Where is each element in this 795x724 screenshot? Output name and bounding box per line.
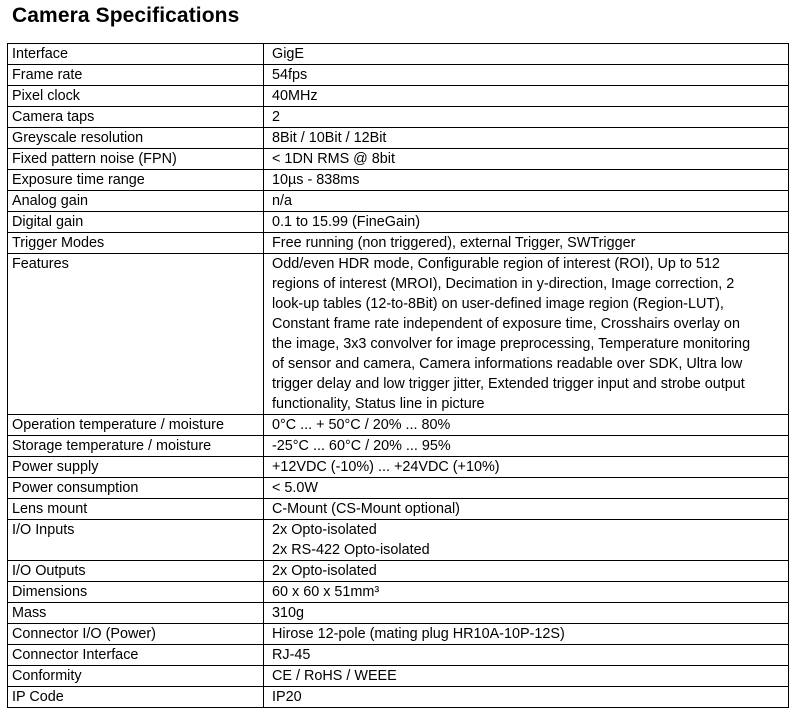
table-row xyxy=(8,128,789,149)
table-row xyxy=(8,645,789,666)
spec-label: I/O Inputs xyxy=(8,520,264,561)
table-row xyxy=(8,415,789,436)
spec-value-line: 8Bit / 10Bit / 12Bit xyxy=(272,130,387,146)
table-row xyxy=(8,191,789,212)
table-row xyxy=(8,149,789,170)
spec-value-line: the image, 3x3 convolver for image preprocessing, Temperature monitoring xyxy=(272,336,751,352)
spec-value-line: Free running (non triggered), external Trigger, SWTrigger xyxy=(272,235,636,251)
spec-value-line: < 5.0W xyxy=(272,480,318,496)
spec-label: Pixel clock xyxy=(8,86,264,107)
table-row xyxy=(8,457,789,478)
spec-value xyxy=(264,561,789,582)
spec-label: IP Code xyxy=(8,687,264,708)
table-row xyxy=(8,603,789,624)
spec-value-line: IP20 xyxy=(272,689,302,705)
table-row xyxy=(8,65,789,86)
spec-label: Trigger Modes xyxy=(8,233,264,254)
spec-value xyxy=(264,233,789,254)
spec-value xyxy=(264,666,789,687)
spec-value-line: functionality, Status line in picture xyxy=(272,396,485,412)
spec-value-line: RJ-45 xyxy=(272,647,311,663)
spec-value-line: Constant frame rate independent of exposure time, Crosshairs overlay on xyxy=(272,316,740,332)
spec-value-line: 2 xyxy=(272,109,281,125)
spec-label: Fixed pattern noise (FPN) xyxy=(8,149,264,170)
spec-label: Conformity xyxy=(8,666,264,687)
table-row xyxy=(8,478,789,499)
spec-value xyxy=(264,687,789,708)
spec-label: Connector I/O (Power) xyxy=(8,624,264,645)
table-row xyxy=(8,499,789,520)
spec-value xyxy=(264,478,789,499)
table-row xyxy=(8,582,789,603)
spec-label: I/O Outputs xyxy=(8,561,264,582)
spec-value xyxy=(264,212,789,233)
spec-value xyxy=(264,170,789,191)
spec-value-line: < 1DN RMS @ 8bit xyxy=(272,151,395,167)
spec-value xyxy=(264,415,789,436)
spec-value-line: 2x RS-422 Opto-isolated xyxy=(272,542,430,558)
spec-label: Operation temperature / moisture xyxy=(8,415,264,436)
spec-label: Frame rate xyxy=(8,65,264,86)
spec-value-line: n/a xyxy=(272,193,293,209)
spec-value xyxy=(264,65,789,86)
spec-label: Digital gain xyxy=(8,212,264,233)
spec-value-line: 60 x 60 x 51mm³ xyxy=(272,584,380,600)
spec-label: Dimensions xyxy=(8,582,264,603)
spec-value-line: 0°C ... + 50°C / 20% ... 80% xyxy=(272,417,451,433)
spec-value-line: 54fps xyxy=(272,67,308,83)
spec-value xyxy=(264,499,789,520)
table-row xyxy=(8,86,789,107)
table-row xyxy=(8,520,789,561)
spec-value-line: +12VDC (-10%) ... +24VDC (+10%) xyxy=(272,459,500,475)
table-row xyxy=(8,254,789,415)
table-row xyxy=(8,44,789,65)
spec-value xyxy=(264,624,789,645)
spec-label: Interface xyxy=(8,44,264,65)
spec-label: Exposure time range xyxy=(8,170,264,191)
table-row xyxy=(8,687,789,708)
spec-value-line: CE / RoHS / WEEE xyxy=(272,668,397,684)
spec-value-line: 2x Opto-isolated xyxy=(272,522,377,538)
table-row xyxy=(8,170,789,191)
spec-value-line: of sensor and camera, Camera informations readable over SDK, Ultra low xyxy=(272,356,743,372)
spec-label: Storage temperature / moisture xyxy=(8,436,264,457)
specifications-table xyxy=(7,43,789,708)
table-row xyxy=(8,233,789,254)
spec-value-line: C-Mount (CS-Mount optional) xyxy=(272,501,460,517)
spec-value xyxy=(264,107,789,128)
spec-label: Features xyxy=(8,254,264,415)
spec-value-line: 10µs - 838ms xyxy=(272,172,360,188)
table-row xyxy=(8,212,789,233)
spec-label: Analog gain xyxy=(8,191,264,212)
spec-value-line: look-up tables (12-to-8Bit) on user-defined image region (Region-LUT), xyxy=(272,296,724,312)
spec-value xyxy=(264,149,789,170)
spec-value xyxy=(264,44,789,65)
table-row xyxy=(8,436,789,457)
spec-label: Power consumption xyxy=(8,478,264,499)
table-row xyxy=(8,561,789,582)
spec-label: Lens mount xyxy=(8,499,264,520)
table-row xyxy=(8,107,789,128)
spec-value xyxy=(264,191,789,212)
spec-value xyxy=(264,86,789,107)
spec-value xyxy=(264,436,789,457)
page-title: Camera Specifications xyxy=(12,4,240,27)
spec-value xyxy=(264,457,789,478)
spec-value xyxy=(264,645,789,666)
spec-value xyxy=(264,603,789,624)
spec-value-line: Hirose 12-pole (mating plug HR10A-10P-12S) xyxy=(272,626,565,642)
spec-value-line: -25°C ... 60°C / 20% ... 95% xyxy=(272,438,451,454)
spec-value-line: 0.1 to 15.99 (FineGain) xyxy=(272,214,420,230)
spec-value-line: Odd/even HDR mode, Configurable region of interest (ROI), Up to 512 xyxy=(272,256,720,272)
spec-value-line: 2x Opto-isolated xyxy=(272,563,377,579)
spec-value-line: regions of interest (MROI), Decimation in y-direction, Image correction, 2 xyxy=(272,276,735,292)
table-row xyxy=(8,624,789,645)
spec-label: Greyscale resolution xyxy=(8,128,264,149)
spec-value-line: GigE xyxy=(272,46,304,62)
spec-value xyxy=(264,254,789,415)
spec-label: Connector Interface xyxy=(8,645,264,666)
specifications-table-body xyxy=(8,44,789,708)
spec-value-line: 40MHz xyxy=(272,88,318,104)
spec-label: Mass xyxy=(8,603,264,624)
table-row xyxy=(8,666,789,687)
spec-label: Power supply xyxy=(8,457,264,478)
spec-value xyxy=(264,582,789,603)
spec-value-line: trigger delay and low trigger jitter, Extended trigger input and strobe output xyxy=(272,376,745,392)
spec-value xyxy=(264,128,789,149)
spec-label: Camera taps xyxy=(8,107,264,128)
spec-value xyxy=(264,520,789,561)
spec-value-line: 310g xyxy=(272,605,305,621)
